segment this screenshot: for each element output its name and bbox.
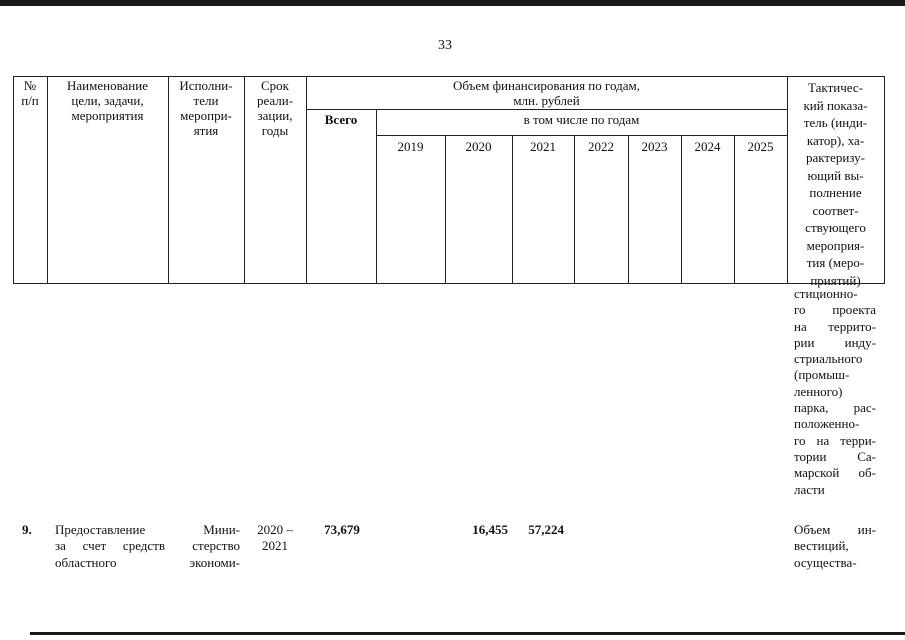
header-executors: Исполни- тели меропри- ятия <box>179 78 233 138</box>
header-indicator: Тактичес- кий показа- тель (инди- катор), ха- рактеризу- ющий вы- полнение соответ- ствующего мероприя- тия (меро- приятий) <box>803 80 868 288</box>
header-number: № п/п <box>21 78 39 108</box>
row-indicator: Объем ин- вестиций, осущества- <box>794 522 876 570</box>
header-year: 2020 <box>465 139 492 154</box>
header-year: 2019 <box>397 139 424 154</box>
header-year: 2023 <box>641 139 668 154</box>
header-year: 2021 <box>530 139 556 154</box>
row-value-2020: 16,455 <box>472 522 508 537</box>
header-including: в том числе по годам <box>523 112 640 127</box>
row-value-2021: 57,224 <box>528 522 564 537</box>
row-term: 2020 – 2021 <box>257 522 293 554</box>
header-total: Всего <box>324 112 358 127</box>
header-year: 2024 <box>694 139 721 154</box>
header-name: Наименование цели, задачи, мероприятия <box>67 78 148 123</box>
header-term: Срок реали- зации, годы <box>256 78 294 138</box>
bottom-border <box>30 632 905 635</box>
row-number: 9. <box>22 522 32 537</box>
row-executors: Мини- стерство экономи- <box>189 522 240 570</box>
header-funding: Объем финансирования по годам, млн. рублей <box>452 78 641 108</box>
page-number: 33 <box>438 38 452 53</box>
row-name: Предоставление за счет средств областного <box>55 522 165 570</box>
header-year: 2022 <box>588 139 614 154</box>
top-border <box>0 0 905 6</box>
header-year: 2025 <box>747 139 774 154</box>
row-total: 73,679 <box>324 522 360 537</box>
indicator-continuation: стиционно- го проекта на террито- рии инду- стриального (промыш- ленного) парка, рас- положенно- го на терри- тории Са- марской об- ласти <box>794 286 876 497</box>
